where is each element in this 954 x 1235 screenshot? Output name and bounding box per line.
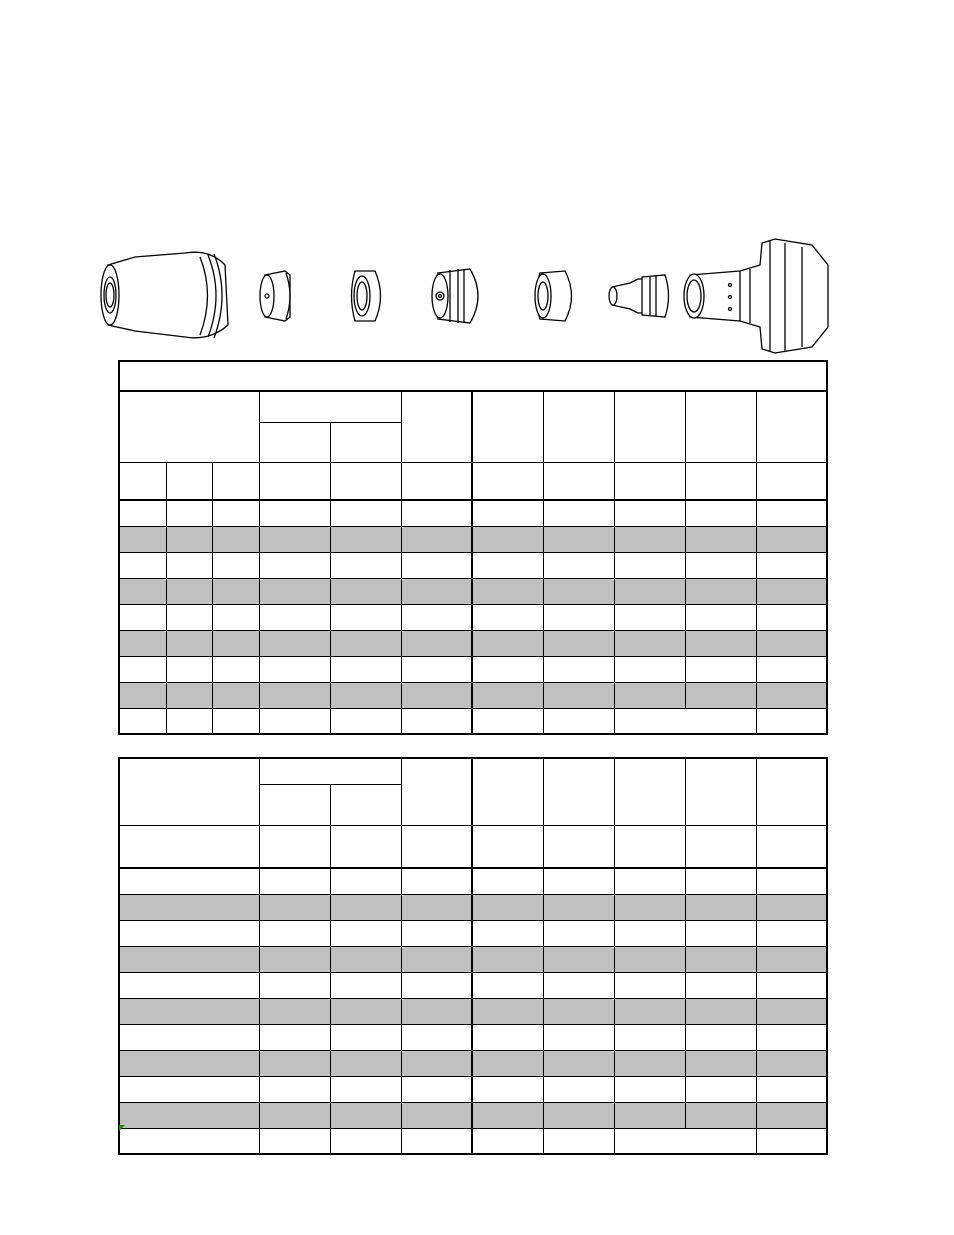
table-row (119, 578, 827, 604)
consumables-illustration (90, 235, 840, 360)
table-cell (259, 526, 330, 552)
table-cell (119, 920, 259, 946)
table-cell (401, 998, 472, 1024)
header-cell (401, 758, 472, 825)
table-cell (614, 526, 685, 552)
table-cell (401, 500, 472, 526)
table-cell (401, 578, 472, 604)
header-cell (756, 391, 827, 462)
table-row (119, 682, 827, 708)
header-cell (259, 462, 330, 500)
consumables-drawing (90, 235, 840, 360)
table-cell (259, 1128, 330, 1154)
table-cell (212, 682, 259, 708)
table-cell (401, 630, 472, 656)
table-cell (401, 868, 472, 894)
table-cell (685, 682, 756, 708)
table-cell (330, 1076, 401, 1102)
header-cell (756, 825, 827, 868)
table-cell (756, 578, 827, 604)
table-cell (543, 868, 614, 894)
table-row (119, 604, 827, 630)
table-cell (259, 972, 330, 998)
electrode-icon (609, 275, 669, 317)
table-cell (614, 920, 685, 946)
table-cell (401, 1076, 472, 1102)
table-cell (685, 998, 756, 1024)
table-cell (685, 500, 756, 526)
cell-marker (119, 1125, 125, 1131)
table-cell (330, 946, 401, 972)
table-cell (259, 500, 330, 526)
table-cell (543, 500, 614, 526)
table-cell (330, 1128, 401, 1154)
table-cell (401, 920, 472, 946)
table-cell (330, 894, 401, 920)
table-cell (119, 682, 166, 708)
table-cell (259, 1102, 330, 1128)
table-row (119, 656, 827, 682)
table-cell (212, 656, 259, 682)
table-cell (756, 552, 827, 578)
table-cell (543, 1076, 614, 1102)
table-cell (330, 1102, 401, 1128)
table-cell (166, 500, 212, 526)
table-cell (543, 630, 614, 656)
table-cell (259, 868, 330, 894)
header-cell (119, 391, 259, 462)
table-cell (756, 708, 827, 734)
table-cell (543, 1024, 614, 1050)
table-cell (119, 552, 166, 578)
table-cell (212, 708, 259, 734)
table-title (119, 361, 827, 391)
header-cell (330, 462, 401, 500)
table-cell (756, 604, 827, 630)
table-cell (212, 552, 259, 578)
table-row (119, 1102, 827, 1128)
table-cell (756, 630, 827, 656)
table-cell (259, 578, 330, 604)
table-cell (472, 1128, 543, 1154)
table-cell (472, 604, 543, 630)
table-cell (472, 894, 543, 920)
header-cell (614, 825, 685, 868)
retaining-cap-icon (352, 271, 381, 321)
table-cell (119, 868, 259, 894)
table-row (119, 708, 827, 734)
table-cell (756, 1024, 827, 1050)
table-cell (330, 1050, 401, 1076)
table-row (119, 920, 827, 946)
table-cell (685, 604, 756, 630)
table-cell (259, 604, 330, 630)
header-cell (756, 462, 827, 500)
table-cell (756, 526, 827, 552)
header-cell (614, 758, 685, 825)
table-row (119, 1128, 827, 1154)
table-cell (543, 972, 614, 998)
table-cell (685, 868, 756, 894)
table-cell (685, 1076, 756, 1102)
table-row (119, 500, 827, 526)
header-cell (401, 825, 472, 868)
table-cell (543, 708, 614, 734)
table-cell (756, 1102, 827, 1128)
table-row (119, 552, 827, 578)
table-cell (119, 500, 166, 526)
table-cell (685, 894, 756, 920)
table-cell (119, 1050, 259, 1076)
table-cell (543, 920, 614, 946)
table-cell (472, 552, 543, 578)
table-cell (756, 656, 827, 682)
header-row (119, 758, 827, 784)
table-cell (756, 500, 827, 526)
table-cell (685, 1050, 756, 1076)
table-cell (614, 604, 685, 630)
table-cell (330, 708, 401, 734)
header-cell (685, 758, 756, 825)
table-cell (401, 708, 472, 734)
table-cell (119, 708, 166, 734)
table-row (119, 998, 827, 1024)
table-cell (614, 946, 685, 972)
table-cell (472, 500, 543, 526)
table-cell (614, 500, 685, 526)
table-cell (756, 946, 827, 972)
header-cell (119, 462, 166, 500)
table-cell (259, 1024, 330, 1050)
table-cell (401, 1024, 472, 1050)
header-cell (685, 462, 756, 500)
header-cell (472, 825, 543, 868)
table-cell (472, 946, 543, 972)
table-cell (685, 920, 756, 946)
table-cell (166, 578, 212, 604)
table-cell (259, 946, 330, 972)
table-cell (330, 578, 401, 604)
shield-icon (260, 271, 290, 321)
table-cell (119, 526, 166, 552)
table-cell (756, 1076, 827, 1102)
table-cell (259, 656, 330, 682)
table-cell (119, 894, 259, 920)
table-cell (614, 972, 685, 998)
table-cell (212, 578, 259, 604)
table-cell (685, 1102, 756, 1128)
table-cell (259, 682, 330, 708)
header-row (119, 391, 827, 422)
table-cell (330, 1024, 401, 1050)
table-cell (166, 604, 212, 630)
table-cell (614, 630, 685, 656)
table-cell (472, 868, 543, 894)
table-cell (401, 604, 472, 630)
table-cell (756, 894, 827, 920)
header-cell (543, 462, 614, 500)
table-cell (543, 682, 614, 708)
table-cell (401, 656, 472, 682)
table-cell (119, 604, 166, 630)
table-cell (614, 1102, 685, 1128)
header-cell (330, 825, 401, 868)
table-cell (330, 868, 401, 894)
table-cell (685, 578, 756, 604)
header-cell (259, 784, 330, 825)
table-cell (401, 1128, 472, 1154)
table-body (119, 500, 827, 734)
table-cell (166, 526, 212, 552)
table-cell (119, 1024, 259, 1050)
table-cell (756, 972, 827, 998)
table-cell (685, 526, 756, 552)
table-row (119, 972, 827, 998)
header-cell (119, 758, 259, 825)
table-cell (543, 1128, 614, 1154)
table-cell (259, 630, 330, 656)
table-cell (119, 630, 166, 656)
table-cell (166, 708, 212, 734)
table-cell (119, 578, 166, 604)
header-cell (756, 758, 827, 825)
table-cell (614, 1024, 685, 1050)
table-cell (543, 998, 614, 1024)
table-cell (472, 1076, 543, 1102)
header-cell (259, 391, 401, 422)
table-cell (543, 604, 614, 630)
table-cell (472, 682, 543, 708)
table-cell (401, 552, 472, 578)
table-row (119, 1024, 827, 1050)
table-cell (472, 578, 543, 604)
table-cell (472, 972, 543, 998)
header-cell (401, 391, 472, 462)
header-cell (119, 825, 259, 868)
shield-cup-icon (101, 252, 228, 338)
table-cell (685, 630, 756, 656)
table-cell (685, 656, 756, 682)
table-cell (330, 604, 401, 630)
table-cell (472, 1102, 543, 1128)
table-cell (212, 630, 259, 656)
table-cell (119, 1128, 259, 1154)
table-cell (472, 920, 543, 946)
table-cell (614, 708, 756, 734)
table-cell (614, 682, 685, 708)
table-cell (543, 656, 614, 682)
table-cell (330, 552, 401, 578)
table-cell (472, 998, 543, 1024)
table-cell (543, 552, 614, 578)
table-cell (119, 656, 166, 682)
table-cell (212, 604, 259, 630)
header-cell (259, 758, 401, 784)
header-cell (472, 462, 543, 500)
header-cell (685, 825, 756, 868)
table-cell (259, 998, 330, 1024)
table-cell (756, 1128, 827, 1154)
table-row (119, 630, 827, 656)
header-cell (543, 825, 614, 868)
header-cell (259, 422, 330, 462)
table-row (119, 868, 827, 894)
table-cell (259, 552, 330, 578)
table-cell (756, 868, 827, 894)
table-cell (119, 1076, 259, 1102)
table-cell (543, 946, 614, 972)
header-cell (166, 462, 212, 500)
table-cell (259, 1076, 330, 1102)
table-cell (259, 708, 330, 734)
table-cell (543, 526, 614, 552)
table-body (119, 868, 827, 1154)
table-cell (119, 1102, 259, 1128)
table-cell (330, 682, 401, 708)
table-cell (166, 682, 212, 708)
consumables-table-2 (118, 757, 828, 1155)
table-cell (756, 682, 827, 708)
table-cell (119, 946, 259, 972)
table-title-row (119, 361, 827, 391)
table-cell (472, 708, 543, 734)
table-cell (756, 920, 827, 946)
table-cell (543, 1102, 614, 1128)
table-cell (259, 1050, 330, 1076)
table-cell (685, 946, 756, 972)
table-cell (614, 656, 685, 682)
table-cell (401, 1102, 472, 1128)
table-cell (330, 630, 401, 656)
table-row (119, 1050, 827, 1076)
table-cell (259, 894, 330, 920)
table-cell (472, 1050, 543, 1076)
header-cell (472, 758, 543, 825)
table-cell (756, 1050, 827, 1076)
table-cell (614, 1050, 685, 1076)
table-cell (472, 526, 543, 552)
table-cell (472, 630, 543, 656)
table-cell (543, 578, 614, 604)
table-cell (614, 868, 685, 894)
table-cell (330, 998, 401, 1024)
table-cell (259, 920, 330, 946)
table-cell (119, 972, 259, 998)
table-cell (614, 552, 685, 578)
swirl-ring-icon (535, 271, 572, 321)
table-cell (543, 894, 614, 920)
header-row (119, 462, 827, 500)
header-cell (685, 391, 756, 462)
table-cell (614, 1128, 756, 1154)
torch-head-icon (684, 239, 828, 353)
table-row (119, 1076, 827, 1102)
table-cell (166, 552, 212, 578)
nozzle-icon (432, 269, 478, 323)
header-cell (401, 462, 472, 500)
table-cell (166, 656, 212, 682)
table-cell (212, 500, 259, 526)
table-cell (685, 1024, 756, 1050)
consumables-table-1 (118, 360, 828, 735)
table-cell (401, 1050, 472, 1076)
header-cell (212, 462, 259, 500)
header-cell (259, 825, 330, 868)
table-cell (614, 894, 685, 920)
table-cell (330, 656, 401, 682)
table-cell (614, 998, 685, 1024)
table-row (119, 894, 827, 920)
table-cell (685, 552, 756, 578)
header-row (119, 825, 827, 868)
table-cell (330, 920, 401, 946)
table-cell (330, 500, 401, 526)
table-row (119, 526, 827, 552)
table-cell (756, 998, 827, 1024)
header-cell (472, 391, 543, 462)
table-cell (614, 578, 685, 604)
table-cell (401, 972, 472, 998)
table-row (119, 946, 827, 972)
table-cell (614, 1076, 685, 1102)
table-cell (401, 526, 472, 552)
header-cell (330, 784, 401, 825)
table-cell (166, 630, 212, 656)
table-cell (685, 972, 756, 998)
table-cell (330, 526, 401, 552)
table-cell (401, 682, 472, 708)
table-cell (119, 998, 259, 1024)
table-cell (472, 1024, 543, 1050)
table-cell (330, 972, 401, 998)
table-cell (472, 656, 543, 682)
header-cell (614, 391, 685, 462)
header-cell (543, 758, 614, 825)
table-cell (212, 526, 259, 552)
header-cell (330, 422, 401, 462)
table-cell (543, 1050, 614, 1076)
table-cell (401, 946, 472, 972)
table-cell (401, 894, 472, 920)
header-cell (614, 462, 685, 500)
header-cell (543, 391, 614, 462)
